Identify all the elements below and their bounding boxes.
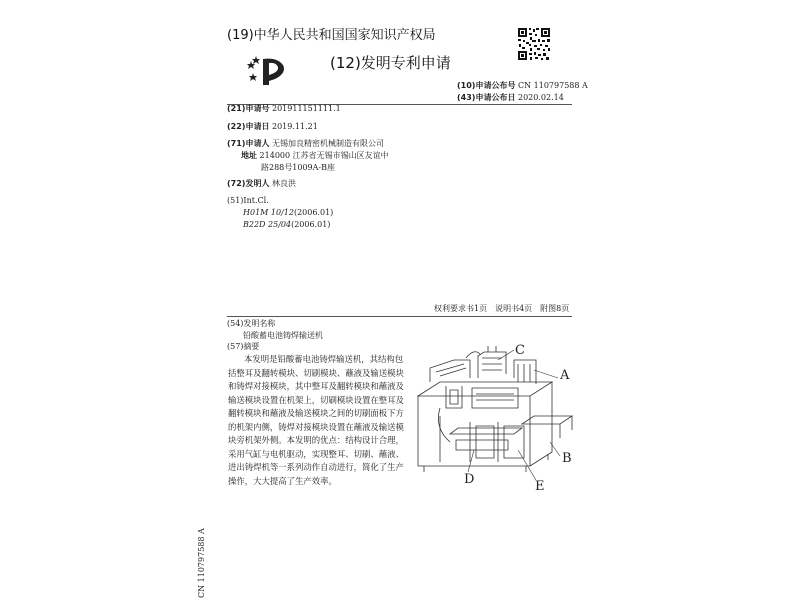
address-row — [241, 150, 389, 162]
doc-type-title: (12)发明专利申请 — [330, 54, 451, 72]
ipc-code: H01M 10/12 — [243, 208, 294, 217]
app-date-label: (22)申请日 — [227, 122, 270, 131]
pages-info: 权利要求书1页 说明书4页 附图8页 — [434, 304, 570, 313]
cnipa-logo-icon — [247, 55, 289, 87]
pub-no-label: (10)申请公布号 — [457, 81, 516, 90]
side-pub-no: CN 110797588 A — [197, 528, 206, 598]
app-no-label: (21)申请号 — [227, 104, 270, 113]
ipc-entry — [243, 207, 333, 219]
inventor-value: 林良洪 — [272, 179, 296, 188]
inventor-label: (72)发明人 — [227, 179, 270, 188]
figure-label-c: C — [515, 343, 525, 358]
invention-title: 铅酸蓄电池铸焊输送机 — [243, 331, 323, 340]
ipc-version: (2006.01) — [291, 220, 331, 229]
qr-code-icon — [517, 27, 551, 61]
machine-drawing — [410, 338, 580, 496]
abstract-text: 本发明是铅酸蓄电池铸焊输送机，其结构包括整耳及翻转模块、切刷模块、蘸液及输送模块和铸焊对接模块，其中整耳及翻转模块和蘸液及输送模块设置在机架上，切刷模块设置在整耳及翻转模块和蘸液及输送模块之间的切刷面板下方的机架内侧，铸焊对接模块设置在蘸液及输送模块旁机架外侧。本发明的优点：结构设计合理，采用气缸与电机驱动，实现整耳、切刷、蘸液、进出铸焊机等一系列动作自动进行，简化了生产操作，大大提高了生产效率。 — [228, 354, 404, 486]
address-line2: 路288号1009A-B座 — [261, 163, 335, 172]
pub-date-row — [457, 92, 564, 104]
applicant-value: 无锡加良精密机械制造有限公司 — [272, 139, 384, 148]
applicant-row — [227, 138, 384, 150]
address-line1: 214000 江苏省无锡市锡山区友谊中 — [259, 151, 389, 160]
applicant-label: (71)申请人 — [227, 139, 270, 148]
title-label: (54)发明名称 — [227, 319, 276, 328]
inventor-row — [227, 178, 296, 190]
pub-date-value: 2020.02.14 — [518, 93, 564, 102]
pages-divider — [227, 316, 572, 317]
address-label: 地址 — [241, 151, 257, 160]
ipc-code: B22D 25/04 — [243, 220, 292, 229]
ipc-label: (51)Int.Cl. — [227, 196, 269, 205]
office-name: (19)中华人民共和国国家知识产权局 — [227, 28, 436, 43]
ipc-entry — [243, 219, 330, 231]
abstract-label: (57)摘要 — [227, 342, 260, 351]
ipc-version: (2006.01) — [293, 208, 334, 217]
app-date-row — [227, 121, 318, 133]
figure-label-b: B — [562, 451, 572, 466]
pub-no-value: CN 110797588 A — [518, 81, 588, 90]
pub-no-row — [457, 80, 588, 92]
app-date-value: 2019.11.21 — [272, 122, 318, 131]
figure-label-a: A — [560, 368, 570, 383]
figure-label-d: D — [464, 472, 475, 487]
abstract-body — [228, 353, 408, 488]
pub-date-label: (43)申请公布日 — [457, 93, 516, 102]
app-no-row — [227, 103, 341, 115]
figure-label-e: E — [535, 479, 545, 494]
app-no-value: 201911151111.1 — [272, 104, 341, 113]
